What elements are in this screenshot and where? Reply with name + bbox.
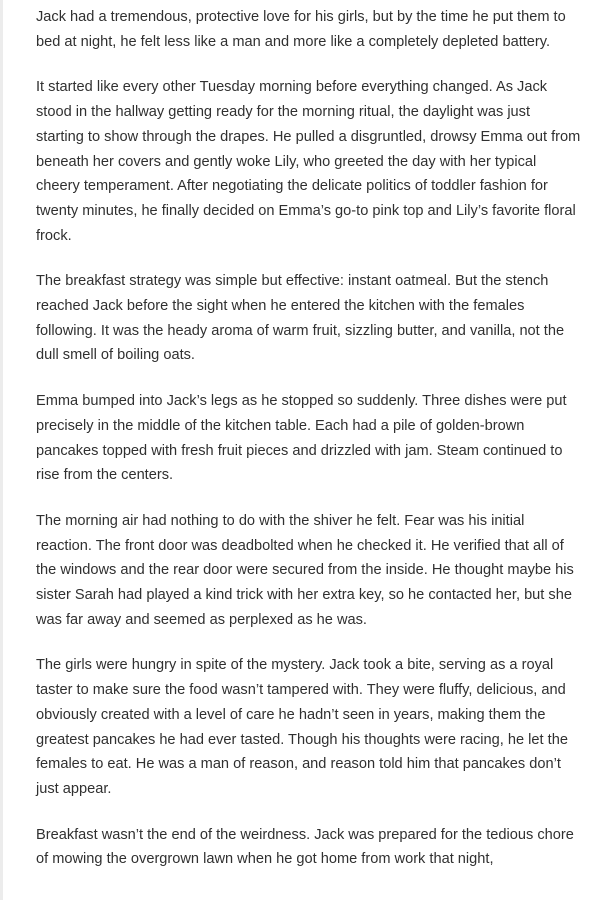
paragraph: Jack had a tremendous, protective love for his girls, but by the time he put them to bed at night, he felt less like a man and more like a completely depleted battery.: [36, 9, 566, 50]
paragraph: The girls were hungry in spite of the mystery. Jack took a bite, serving as a royal taster to make sure the food wasn’t tampered with. They were fluffy, delicious, and obviously created with a level of care he hadn’t seen in years, making them the greatest pancakes he had ever tasted. Though his thoughts were racing, he let the females to eat. He was a man of reason, and reason told him that pancakes don’t just appear.: [36, 657, 568, 797]
paragraph: The breakfast strategy was simple but effective: instant oatmeal. But the stench reached Jack before the sight when he entered the kitchen with the females following. It was the heady aroma of warm fruit, sizzling butter, and vanilla, not the dull smell of boiling oats.: [36, 273, 565, 364]
paragraph: The morning air had nothing to do with the shiver he felt. Fear was his initial reaction. The front door was deadbolted when he checked it. He verified that all of the windows and the rear door were secured from the inside. He thought maybe his sister Sarah had played a kind trick with her extra key, so he contacted her, but she was far away and seemed as perplexed as he was.: [36, 512, 574, 628]
paragraph: Breakfast wasn’t the end of the weirdness. Jack was prepared for the tedious chore of mowing the overgrown lawn when he got home from work that night,: [36, 826, 574, 868]
paragraph: Emma bumped into Jack’s legs as he stopped so suddenly. Three dishes were put precisely in the middle of the kitchen table. Each had a pile of golden-brown pancakes topped with fresh fruit pieces and drizzled with jam. Steam continued to rise from the centers.: [36, 393, 567, 484]
page-left-border: [0, 0, 3, 900]
paragraph: It started like every other Tuesday morning before everything changed. As Jack stood in the hallway getting ready for the morning ritual, the daylight was just starting to show through the drapes. He pulled a disgruntled, drowsy Emma out from beneath her covers and gently woke Lily, who greeted the day with her typical cheery temperament. After negotiating the delicate politics of toddler fashion for twenty minutes, he finally decided on Emma’s go-to pink top and Lily’s favorite floral frock.: [36, 79, 581, 244]
article-body: [36, 5, 581, 893]
